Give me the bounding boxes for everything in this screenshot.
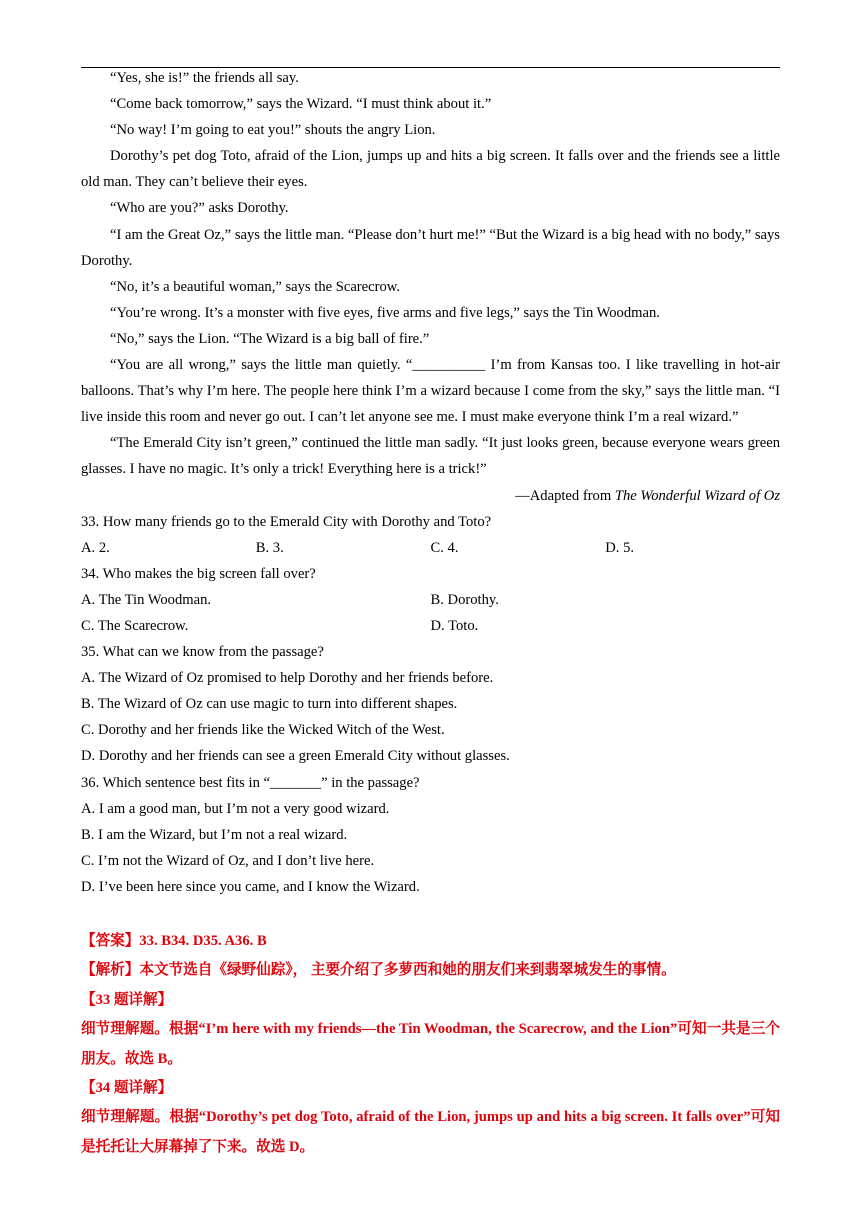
option-a: A. The Tin Woodman. <box>81 591 212 608</box>
question-34-options-row-1 <box>81 587 780 613</box>
option-b: B. Dorothy. <box>430 591 499 608</box>
option-d: D. Dorothy and her friends can see a green Emerald City without glasses. <box>81 748 510 765</box>
passage-paragraph: “You are all wrong,” says the little man quietly. “__________ I’m from Kansas too. I like travelling in hot-air balloons. That’s why I’m here. The people here think I’m a wizard because I come from the sky,” says the little man. “I live inside this room and never go out. I can’t let anyone see me. I must make everyone think I’m a real wizard.” <box>81 357 780 426</box>
question-33-options <box>81 535 780 561</box>
option-d: D. I’ve been here since you came, and I know the Wizard. <box>81 878 420 895</box>
passage-paragraph: “No way! I’m going to eat you!” shouts the angry Lion. <box>110 122 436 139</box>
passage-paragraph: “Yes, she is!” the friends all say. <box>110 70 299 86</box>
option-a: A. The Wizard of Oz promised to help Dorothy and her friends before. <box>81 670 494 687</box>
q33-heading: 【33 题详解】 <box>81 991 173 1008</box>
analysis: 【解析】本文节选自《绿野仙踪》， 主要介绍了多萝西和她的朋友们来到翡翠城发生的事情。 <box>81 962 676 979</box>
passage-paragraph: “Come back tomorrow,” says the Wizard. “I must think about it.” <box>110 96 492 113</box>
question-33-stem: 33. How many friends go to the Emerald City with Dorothy and Toto? <box>81 513 492 530</box>
question-34-options-row-2 <box>81 613 780 639</box>
question-35-stem: 35. What can we know from the passage? <box>81 644 324 661</box>
option-d: D. Toto. <box>430 617 479 634</box>
question-36-stem: 36. Which sentence best fits in “_______” in the passage? <box>81 774 420 791</box>
option-a: A. I am a good man, but I’m not a very good wizard. <box>81 800 390 817</box>
passage-paragraph: Dorothy’s pet dog Toto, afraid of the Lion, jumps up and hits a big screen. It falls over and the friends see a little old man. They can’t believe their eyes. <box>81 148 780 191</box>
option-a: A. 2. <box>81 539 110 556</box>
q34-detail: 细节理解题。根据“Dorothy’s pet dog Toto, afraid of the Lion, jumps up and hits a big screen. It falls over”可知是托托让大屏幕掉了下来。故选 D。 <box>81 1109 780 1155</box>
option-d: D. 5. <box>605 539 635 556</box>
passage-paragraph: “The Emerald City isn’t green,” continued the little man sadly. “It just looks green, because everyone wears green glasses. I have no magic. It’s only a trick! Everything here is a trick!” <box>81 435 780 478</box>
attribution-prefix: —Adapted from <box>515 487 615 504</box>
option-c: C. 4. <box>430 539 459 556</box>
passage-paragraph: “Who are you?” asks Dorothy. <box>110 200 289 217</box>
passage-paragraph: “I am the Great Oz,” says the little man. “Please don’t hurt me!” “But the Wizard is a big head with no body,” says Dorothy. <box>81 226 780 269</box>
passage-paragraph: “You’re wrong. It’s a monster with five eyes, five arms and five legs,” says the Tin Woodman. <box>110 304 660 321</box>
attribution-title: The Wonderful Wizard of Oz <box>614 487 780 504</box>
answer-key: 【答案】33. B34. D35. A36. B <box>81 933 267 949</box>
q34-heading: 【34 题详解】 <box>81 1080 173 1097</box>
option-b: B. The Wizard of Oz can use magic to turn into different shapes. <box>81 696 458 713</box>
option-c: C. The Scarecrow. <box>81 617 189 634</box>
option-c: C. Dorothy and her friends like the Wicked Witch of the West. <box>81 722 445 739</box>
answer-section <box>81 927 780 1162</box>
passage <box>81 65 780 900</box>
passage-paragraph: “No,” says the Lion. “The Wizard is a big ball of fire.” <box>110 330 430 347</box>
source-attribution <box>81 483 780 509</box>
option-c: C. I’m not the Wizard of Oz, and I don’t live here. <box>81 852 375 869</box>
option-b: B. I am the Wizard, but I’m not a real wizard. <box>81 826 348 843</box>
passage-paragraph: “No, it’s a beautiful woman,” says the Scarecrow. <box>110 278 401 295</box>
question-34-stem: 34. Who makes the big screen fall over? <box>81 565 316 582</box>
q33-detail: 细节理解题。根据“I’m here with my friends—the Tin Woodman, the Scarecrow, and the Lion”可知一共是三个朋友。故选 B。 <box>81 1021 780 1067</box>
option-b: B. 3. <box>255 539 284 556</box>
